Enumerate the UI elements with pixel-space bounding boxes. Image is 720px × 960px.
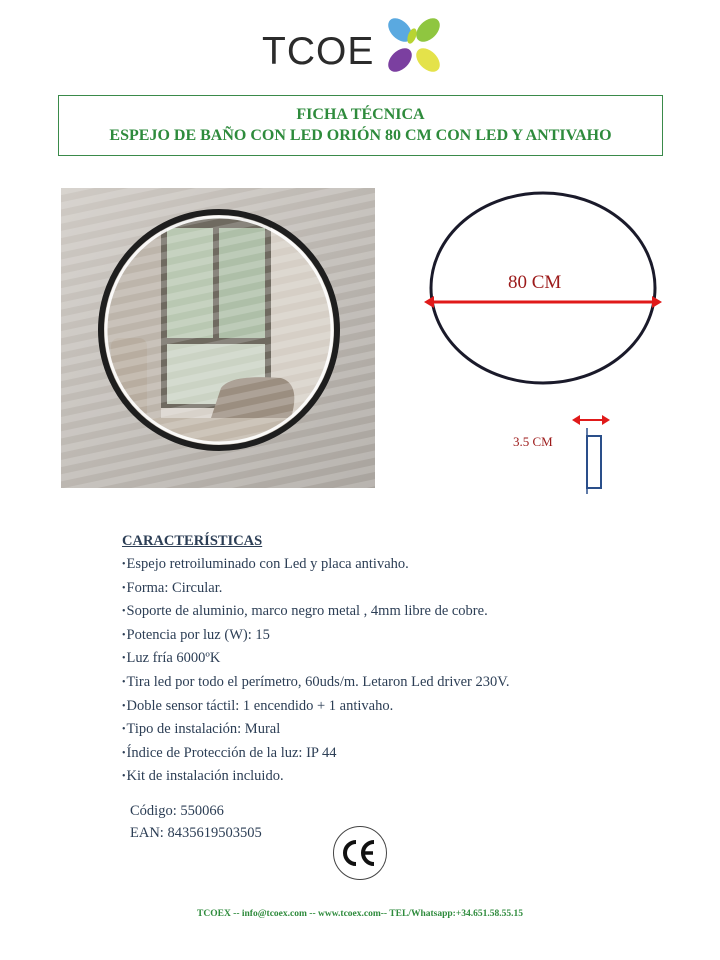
- ean-code: EAN: 8435619503505: [130, 825, 262, 841]
- spec-item: • Doble sensor táctil: 1 encendido + 1 antivaho.: [122, 695, 682, 719]
- product-photo: [61, 188, 375, 488]
- brand-logo: [262, 16, 452, 76]
- dimension-diagram: [410, 190, 680, 500]
- ce-mark-icon: [333, 826, 387, 880]
- spec-item: • Tipo de instalación: Mural: [122, 718, 682, 742]
- product-title: ESPEJO DE BAÑO CON LED ORIÓN 80 CM CON LED Y ANTIVAHO: [109, 127, 612, 144]
- spec-item: • Índice de Protección de la luz: IP 44: [122, 742, 682, 766]
- product-codes: [130, 800, 262, 844]
- spec-item: • Potencia por luz (W): 15: [122, 624, 682, 648]
- mirror-outline-diagram: [410, 190, 680, 500]
- spec-item: • Soporte de aluminio, marco negro metal , 4mm libre de cobre.: [122, 600, 682, 624]
- mirror-photo-illustration: [61, 188, 375, 488]
- depth-label: 3.5 CM: [513, 434, 553, 449]
- brand-logo-text: TCOE: [262, 30, 375, 73]
- specs-heading: CARACTERÍSTICAS: [122, 533, 263, 549]
- spec-item: • Forma: Circular.: [122, 577, 682, 601]
- spec-item: • Luz fría 6000ºK: [122, 647, 682, 671]
- product-code: Código: 550066: [130, 803, 224, 819]
- spec-item: • Tira led por todo el perímetro, 60uds/m. Letaron Led driver 230V.: [122, 671, 682, 695]
- contact-footer: TCOEX -- info@tcoex.com -- www.tcoex.com-- TEL/Whatsapp:+34.651.58.55.15: [197, 909, 523, 919]
- spec-item: • Kit de instalación incluido.: [122, 765, 682, 789]
- diameter-label: 80 CM: [508, 272, 562, 293]
- flower-x-icon: [382, 16, 446, 76]
- spec-item: • Espejo retroiluminado con Led y placa antivaho.: [122, 553, 682, 577]
- specifications: [122, 530, 682, 789]
- sheet-title: FICHA TÉCNICA: [296, 106, 425, 123]
- title-box: [58, 95, 663, 156]
